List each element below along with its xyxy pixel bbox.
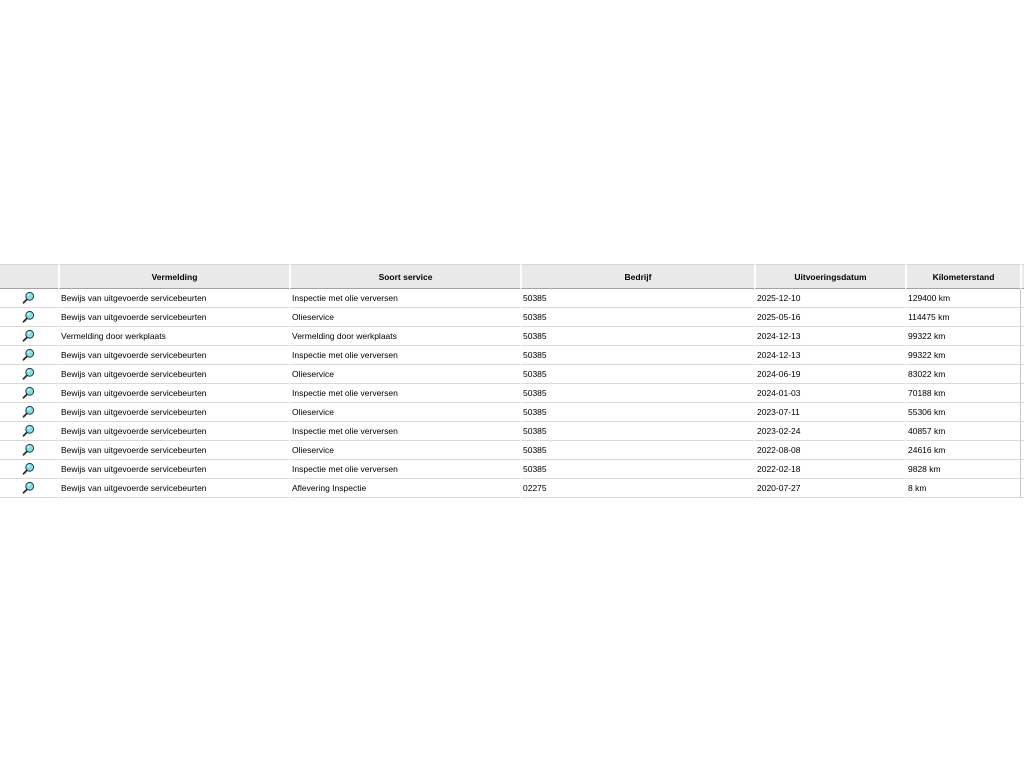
cell-kilometerstand: 99322 km xyxy=(905,346,1020,365)
cell-clipped xyxy=(1020,308,1024,327)
row-detail-cell xyxy=(0,479,58,498)
cell-clipped xyxy=(1020,479,1024,498)
row-detail-cell xyxy=(0,327,58,346)
cell-soort-service: Inspectie met olie verversen xyxy=(289,384,520,403)
service-history-table xyxy=(0,264,1024,498)
cell-kilometerstand: 70188 km xyxy=(905,384,1020,403)
cell-vermelding: Bewijs van uitgevoerde servicebeurten xyxy=(58,365,289,384)
table-row xyxy=(0,422,1024,441)
cell-uitvoeringsdatum: 2022-08-08 xyxy=(754,441,905,460)
cell-bedrijf: 50385 xyxy=(520,327,754,346)
row-detail-cell xyxy=(0,365,58,384)
table-row xyxy=(0,365,1024,384)
table-row xyxy=(0,327,1024,346)
cell-uitvoeringsdatum: 2024-01-03 xyxy=(754,384,905,403)
magnifier-icon[interactable] xyxy=(21,329,35,343)
cell-bedrijf: 50385 xyxy=(520,441,754,460)
cell-soort-service: Aflevering Inspectie xyxy=(289,479,520,498)
row-detail-cell xyxy=(0,289,58,308)
cell-soort-service: Olieservice xyxy=(289,365,520,384)
cell-vermelding: Bewijs van uitgevoerde servicebeurten xyxy=(58,441,289,460)
cell-bedrijf: 50385 xyxy=(520,308,754,327)
cell-soort-service: Olieservice xyxy=(289,403,520,422)
column-header-soort-service: Soort service xyxy=(289,264,520,289)
cell-bedrijf: 50385 xyxy=(520,460,754,479)
cell-bedrijf: 02275 xyxy=(520,479,754,498)
table-row xyxy=(0,384,1024,403)
cell-bedrijf: 50385 xyxy=(520,346,754,365)
cell-kilometerstand: 8 km xyxy=(905,479,1020,498)
cell-soort-service: Olieservice xyxy=(289,441,520,460)
table-row xyxy=(0,289,1024,308)
table-body xyxy=(0,289,1024,498)
cell-bedrijf: 50385 xyxy=(520,289,754,308)
cell-clipped xyxy=(1020,460,1024,479)
row-detail-cell xyxy=(0,346,58,365)
table-row xyxy=(0,403,1024,422)
cell-vermelding: Bewijs van uitgevoerde servicebeurten xyxy=(58,308,289,327)
cell-vermelding: Bewijs van uitgevoerde servicebeurten xyxy=(58,403,289,422)
cell-uitvoeringsdatum: 2024-06-19 xyxy=(754,365,905,384)
cell-kilometerstand: 129400 km xyxy=(905,289,1020,308)
column-header-vermelding: Vermelding xyxy=(58,264,289,289)
cell-uitvoeringsdatum: 2024-12-13 xyxy=(754,346,905,365)
column-header-bedrijf: Bedrijf xyxy=(520,264,754,289)
magnifier-icon[interactable] xyxy=(21,405,35,419)
column-header-uitvoeringsdatum: Uitvoeringsdatum xyxy=(754,264,905,289)
cell-clipped xyxy=(1020,384,1024,403)
cell-uitvoeringsdatum: 2025-05-16 xyxy=(754,308,905,327)
column-header-icon xyxy=(0,264,58,289)
cell-soort-service: Inspectie met olie verversen xyxy=(289,289,520,308)
magnifier-icon[interactable] xyxy=(21,386,35,400)
cell-soort-service: Olieservice xyxy=(289,308,520,327)
row-detail-cell xyxy=(0,308,58,327)
row-detail-cell xyxy=(0,460,58,479)
table-row xyxy=(0,441,1024,460)
magnifier-icon[interactable] xyxy=(21,424,35,438)
magnifier-icon[interactable] xyxy=(21,481,35,495)
cell-kilometerstand: 99322 km xyxy=(905,327,1020,346)
cell-soort-service: Vermelding door werkplaats xyxy=(289,327,520,346)
magnifier-icon[interactable] xyxy=(21,443,35,457)
cell-vermelding: Bewijs van uitgevoerde servicebeurten xyxy=(58,289,289,308)
cell-uitvoeringsdatum: 2020-07-27 xyxy=(754,479,905,498)
row-detail-cell xyxy=(0,403,58,422)
cell-kilometerstand: 83022 km xyxy=(905,365,1020,384)
table-row xyxy=(0,479,1024,498)
cell-uitvoeringsdatum: 2022-02-18 xyxy=(754,460,905,479)
cell-soort-service: Inspectie met olie verversen xyxy=(289,346,520,365)
column-header-clipped xyxy=(1020,264,1024,289)
cell-kilometerstand: 40857 km xyxy=(905,422,1020,441)
cell-clipped xyxy=(1020,403,1024,422)
row-detail-cell xyxy=(0,422,58,441)
cell-vermelding: Vermelding door werkplaats xyxy=(58,327,289,346)
cell-uitvoeringsdatum: 2024-12-13 xyxy=(754,327,905,346)
cell-uitvoeringsdatum: 2023-02-24 xyxy=(754,422,905,441)
service-history-section xyxy=(0,264,1024,498)
cell-clipped xyxy=(1020,441,1024,460)
cell-clipped xyxy=(1020,327,1024,346)
cell-vermelding: Bewijs van uitgevoerde servicebeurten xyxy=(58,460,289,479)
row-detail-cell xyxy=(0,441,58,460)
cell-soort-service: Inspectie met olie verversen xyxy=(289,460,520,479)
cell-clipped xyxy=(1020,289,1024,308)
magnifier-icon[interactable] xyxy=(21,291,35,305)
cell-kilometerstand: 24616 km xyxy=(905,441,1020,460)
cell-kilometerstand: 114475 km xyxy=(905,308,1020,327)
magnifier-icon[interactable] xyxy=(21,367,35,381)
cell-bedrijf: 50385 xyxy=(520,422,754,441)
magnifier-icon[interactable] xyxy=(21,462,35,476)
cell-bedrijf: 50385 xyxy=(520,365,754,384)
cell-vermelding: Bewijs van uitgevoerde servicebeurten xyxy=(58,422,289,441)
column-header-kilometerstand: Kilometerstand xyxy=(905,264,1020,289)
cell-uitvoeringsdatum: 2023-07-11 xyxy=(754,403,905,422)
table-header-row xyxy=(0,264,1024,289)
cell-uitvoeringsdatum: 2025-12-10 xyxy=(754,289,905,308)
cell-kilometerstand: 55306 km xyxy=(905,403,1020,422)
cell-kilometerstand: 9828 km xyxy=(905,460,1020,479)
table-row xyxy=(0,308,1024,327)
cell-soort-service: Inspectie met olie verversen xyxy=(289,422,520,441)
row-detail-cell xyxy=(0,384,58,403)
cell-vermelding: Bewijs van uitgevoerde servicebeurten xyxy=(58,346,289,365)
magnifier-icon[interactable] xyxy=(21,310,35,324)
cell-bedrijf: 50385 xyxy=(520,403,754,422)
cell-vermelding: Bewijs van uitgevoerde servicebeurten xyxy=(58,384,289,403)
cell-clipped xyxy=(1020,365,1024,384)
table-row xyxy=(0,460,1024,479)
table-row xyxy=(0,346,1024,365)
cell-clipped xyxy=(1020,422,1024,441)
cell-vermelding: Bewijs van uitgevoerde servicebeurten xyxy=(58,479,289,498)
cell-bedrijf: 50385 xyxy=(520,384,754,403)
magnifier-icon[interactable] xyxy=(21,348,35,362)
cell-clipped xyxy=(1020,346,1024,365)
